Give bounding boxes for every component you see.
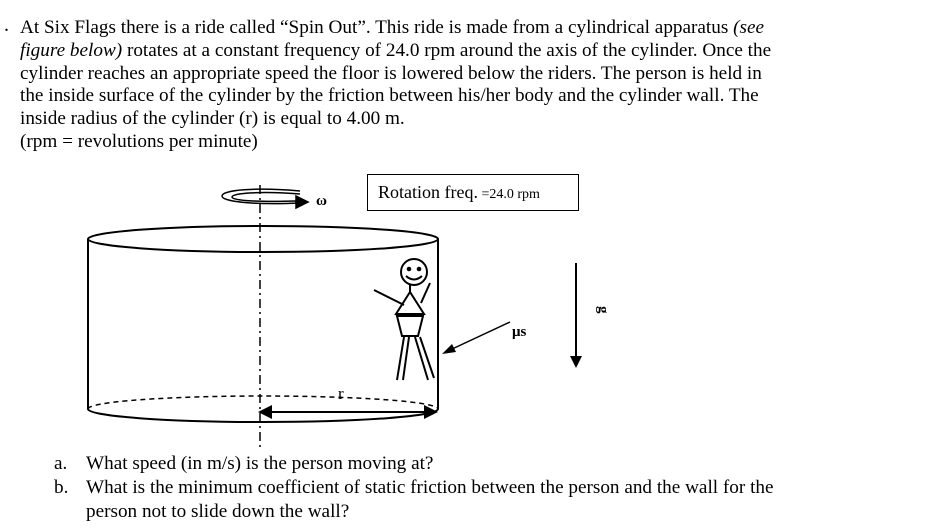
person-figure xyxy=(374,259,434,380)
question-a: a. What speed (in m/s) is the person moving at? xyxy=(54,453,434,474)
question-b: b. What is the minimum coefficient of static friction between the person and the wall for the person not to slide down the wall? xyxy=(54,477,774,522)
gravity-arrow xyxy=(570,263,582,368)
problem-line-4: the inside surface of the cylinder by the friction between his/her body and the cylinder wall. The xyxy=(20,85,759,107)
problem-line-6: (rpm = revolutions per minute) xyxy=(20,130,258,152)
gravity-label: g xyxy=(595,306,611,314)
list-bullet: . xyxy=(4,14,9,36)
omega-label: ω xyxy=(316,193,327,209)
friction-arrow xyxy=(442,322,510,354)
mu-label: μs xyxy=(512,324,527,340)
questions-list xyxy=(54,452,774,524)
problem-line-1: At Six Flags there is a ride called “Spin Out”. This ride is made from a cylindrical apparatus (see xyxy=(20,17,765,38)
problem-line-3: cylinder reaches an appropriate speed the floor is lowered below the riders. The person is held in xyxy=(20,62,762,84)
rotation-arrow-icon xyxy=(222,189,308,208)
problem-line-2: figure below) rotates at a constant frequency of 24.0 rpm around the axis of the cylinder. Once the xyxy=(20,39,772,61)
rotation-frequency-box: Rotation freq. =24.0 rpm xyxy=(367,174,579,211)
radius-label: r xyxy=(338,384,344,403)
problem-line-5: inside radius of the cylinder (r) is equal to 4.00 m. xyxy=(20,108,405,130)
cylinder xyxy=(88,226,438,422)
